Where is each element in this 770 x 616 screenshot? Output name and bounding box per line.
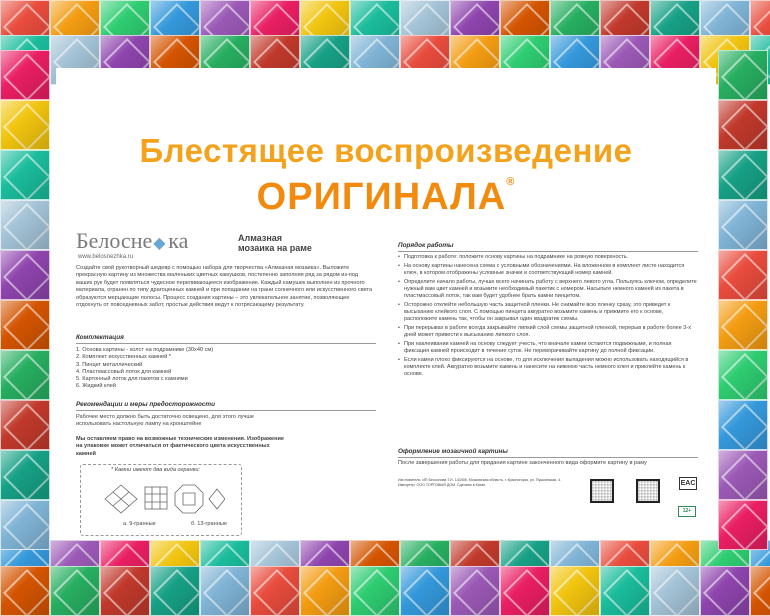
logo-text-left: Белосне: [76, 228, 153, 253]
gem-tile: [0, 100, 50, 150]
gem-tile: [0, 500, 50, 550]
brand-subtitle: Алмазная мозаика на раме: [238, 233, 312, 253]
order-step: • При наклеивании камней на основу следует учесть, что вначале камни остаются подвижными, и полная фиксация камней происходит в течение суток. Не переворачивайте картину до полной фиксации.: [398, 341, 698, 355]
recommend-text: Рабочее место должно быть достаточно освещено, для этого лучше использовать настольную лампу на кронштейне: [76, 414, 255, 428]
gem-tile: [0, 450, 50, 500]
gem-tile: [0, 566, 50, 616]
order-step: • На основу картины нанесена схема с условными обозначениями. На вложенном в комплект листе находится ключ, в котором отображены условные значки и соответствующий номер камней.: [398, 263, 698, 277]
gem-tile: [718, 100, 768, 150]
gem-tile: [600, 566, 650, 616]
qr-code-1: [590, 479, 614, 503]
gem-row-bottom-2: [0, 566, 770, 616]
gem-tile: [700, 566, 750, 616]
gem-tile: [100, 566, 150, 616]
qr-code-2: [636, 479, 660, 503]
gem-tile: [400, 566, 450, 616]
kit-list-item: 2. Комплект искусственных камней *: [76, 354, 171, 361]
gem-tile: [718, 250, 768, 300]
gem-tile: [250, 566, 300, 616]
headline-line-2: [118, 176, 654, 219]
gem-tile: [718, 300, 768, 350]
gem-column-left: [0, 50, 50, 550]
gem-tile: [650, 566, 700, 616]
kit-list: [76, 347, 336, 391]
order-step: • При перерывах в работе всегда закрывайте липкий слой схемы защитной пленкой, перерыв в работе более 3-х дней может привести к высыханию липкого слоя.: [398, 325, 698, 339]
divider: [76, 343, 376, 344]
design-heading: Оформление мозаичной картины: [398, 448, 508, 455]
brand-logo: [76, 228, 188, 254]
intro-text: Создайте свой рукотворный шедевр с помощью набора для творчества «Алмазная мозаика». Выложите прекрасную картину из множества маленьких цветных камушков, постепенно заполняя ряд за рядом из-под ваших рук будет появляться чудесное переливающееся изображение. Каждый камушек выполнен из прочного материала, огранен по типу драгоценных камней и при попадании на грани солнечного или искусственного света образуются мерцающие полосы. Процесс создания картины – это увлекательное занятие, позволяющее отдохнуть от повседневных забот, простые действия ведут к потрясающему результату.: [76, 265, 373, 309]
diamond-icon: ◆: [153, 235, 166, 252]
gem-tile: [500, 566, 550, 616]
gem-tile: [300, 566, 350, 616]
gem-tile: [350, 566, 400, 616]
order-steps-list: [398, 254, 698, 380]
headline-original: ОРИГИНАЛА: [256, 176, 507, 218]
content-panel: [56, 68, 716, 536]
divider: [398, 457, 698, 458]
gem-tile: [718, 350, 768, 400]
gem-tile: [718, 150, 768, 200]
disclaimer-note: Мы оставляем право на возможные технические изменения. Изображение на упаковке может отличаться от фактического цвета искусственных камней: [76, 436, 285, 457]
stone-types-caption: * Камни имеют два вида огранки:: [111, 467, 201, 473]
gem-tile: [750, 566, 770, 616]
order-step: • Определите начало работы, лучше всего начинать работу с верхнего левого угла. Пользуясь ключом, определите нужный вам цвет камней и возьмите необходимый пакетик с номером. Насыпьте немного камней из пакета в пластмассовый лоток, так вам будет удобнее брать камни пинцетом.: [398, 279, 698, 301]
gem-tile: [0, 400, 50, 450]
recommend-heading: Рекомендации и меры предосторожности: [76, 401, 216, 408]
kit-list-item: 3. Пинцет металлический: [76, 361, 143, 368]
order-heading: Порядок работы: [398, 242, 454, 249]
gem-tile: [0, 50, 50, 100]
gem-tile: [150, 566, 200, 616]
thirteen-facet-label: б. 13-гранные: [191, 521, 227, 527]
brand-url: www.belosnezhka.ru: [78, 254, 134, 260]
stone-cut-diagrams: [95, 479, 225, 519]
gem-tile: [0, 350, 50, 400]
order-step: • Если камни плохо фиксируются на основе, то для исключения выпадения можно использовать находящийся в комплекте клей. Аккуратно возьмите камень и нанесите на нижнюю часть немного клея и приклейте камень к основе.: [398, 357, 698, 379]
design-text: После завершения работы для придания картине законченного вида оформите картину в раму: [398, 460, 647, 466]
nine-facet-label: а. 9-гранные: [123, 521, 156, 527]
gem-tile: [0, 250, 50, 300]
gem-tile: [0, 300, 50, 350]
headline-line-1: Блестящее воспроизведение: [139, 132, 633, 169]
order-step: • Осторожно отклейте небольшую часть защитной пленки. Не снимайте всю пленку сразу, это приведет к высыханию клейкого слоя. С помощью пинцета аккуратно возьмите камень и прижмите его к основе, расположите камень так, чтобы он закрывал один квадратик схемы.: [398, 302, 698, 324]
thirteen-facet-cut-diagram: [175, 485, 225, 513]
manufacturer-info: Изготовитель: ИП Бессонова Т.И. 143405, Московская область, г. Красногорск, ул. Пушкинская, 4. Импортер: ООО ТОРГОВЫЙ ДОМ. Сделано в Китае.: [398, 478, 562, 487]
stone-types-box: [80, 464, 242, 536]
logo-text-right: ка: [168, 228, 189, 253]
gem-tile: [200, 566, 250, 616]
kit-list-item: 1. Основа картины - холст на подрамнике (30х40 см): [76, 347, 214, 353]
gem-tile: [718, 200, 768, 250]
eac-mark: EAC: [679, 477, 697, 490]
gem-tile: [0, 150, 50, 200]
divider: [398, 251, 698, 252]
gem-column-right: [718, 50, 768, 550]
kit-heading: Комплектация: [76, 334, 124, 341]
kit-list-item: 4. Пластмассовый лоток для камней: [76, 368, 172, 375]
gem-tile: [0, 200, 50, 250]
gem-tile: [450, 566, 500, 616]
order-step: • Подготовка к работе: положите основу картины на подрамнике на ровную поверхность.: [398, 254, 698, 261]
registered-mark: ®: [506, 176, 516, 188]
gem-tile: [718, 500, 768, 550]
gem-tile: [718, 400, 768, 450]
age-rating-badge: 12+: [678, 506, 696, 517]
divider: [76, 410, 376, 411]
kit-list-item: 6. Жидкий клей: [76, 383, 117, 390]
gem-tile: [718, 50, 768, 100]
gem-tile: [550, 566, 600, 616]
nine-facet-cut-diagram: [105, 485, 167, 513]
kit-list-item: 5. Картонный лоток для пакетов с камнями: [76, 376, 188, 383]
gem-tile: [50, 566, 100, 616]
gem-tile: [718, 450, 768, 500]
